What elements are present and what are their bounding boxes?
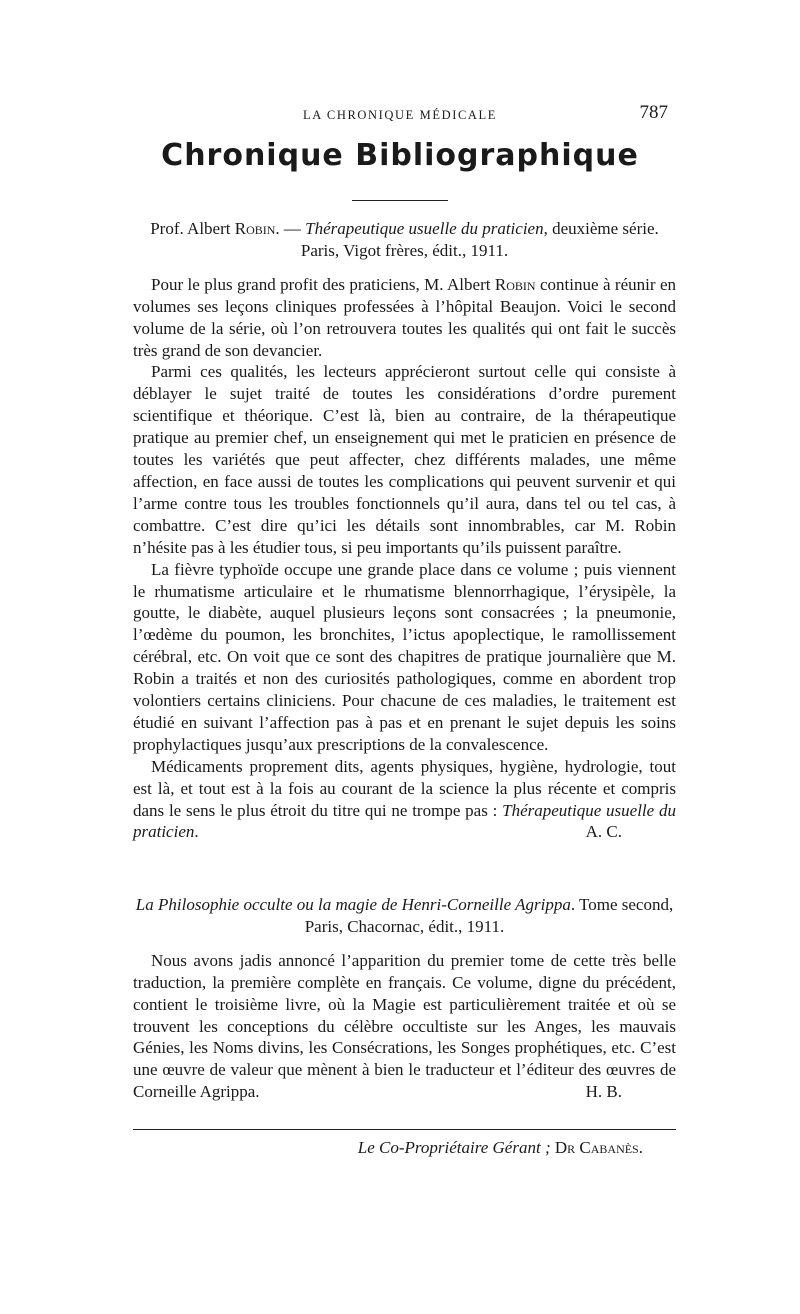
running-title: LA CHRONIQUE MÉDICALE	[302, 108, 497, 122]
review-robin	[133, 218, 676, 843]
section-title: Chronique Bibliographique	[161, 138, 639, 173]
book-details: , deuxième série. Paris, Vigot frères, édit., 1911.	[300, 219, 659, 260]
book-title: La Philosophie occulte ou la magie de Henri-Corneille Agrippa	[135, 895, 571, 914]
review-agrippa	[133, 894, 676, 1103]
review-signature: H. B.	[585, 1082, 622, 1102]
review-paragraph: Parmi ces qualités, les lecteurs apprécieront surtout celle qui consiste à déblayer le sujet traité de toutes les considérations d’ordre purement scientifique et théorique. C’est là, bien au contraire, de la thérapeutique pratique au premier chef, un enseignement qui met le praticien en présence de toutes les variétés que peut affecter, chez différents malades, une même affection, en face aussi de toutes les complications qui peuvent survenir et qui l’arme contre tous les troubles fonctionnels qu’il aura, dans tel ou tel cas, à combattre. C’est dire qu’ici les détails sont innombrables, car M. Robin n’hésite pas à les étudier tous, si peu importants qu’ils puissent paraître.	[133, 362, 676, 557]
end-rule	[133, 1129, 676, 1130]
title-rule	[352, 200, 448, 201]
review-paragraph: Pour le plus grand profit des praticiens, M. Albert Robin continue à réunir en volumes ses leçons cliniques professées à l’hôpital Beaujon. Voici le second volume de la série, où l’on retrouvera toutes les qualités qui ont fait le succès très grand de son devancier.	[133, 274, 676, 360]
heading-dash: . —	[275, 219, 306, 238]
manager-name: Cabanès	[579, 1138, 639, 1157]
manager-line: Le Co-Propriétaire Gérant ; Dr Cabanès.	[357, 1138, 643, 1157]
book-details: . Tome second, Paris, Chacornac, édit., 1911.	[304, 895, 674, 936]
review-agrippa-heading	[133, 894, 676, 938]
review-robin-heading	[133, 218, 676, 262]
book-title: Thérapeutique usuelle du praticien	[305, 219, 544, 238]
review-paragraph: Médicaments proprement dits, agents physiques, hygiène, hydrologie, tout est là, et tout est à la fois au courant de la science la plus récente et compris dans le sens le plus étroit du titre qui ne trompe pas : Thérapeutique usuelle du praticien. A. C.	[133, 756, 676, 842]
author-prefix: Prof. Albert	[150, 219, 235, 238]
running-head	[0, 102, 800, 128]
page-number: 787	[639, 102, 668, 123]
review-signature: A. C.	[585, 822, 622, 842]
review-paragraph: La fièvre typhoïde occupe une grande place dans ce volume ; puis viennent le rhumatisme articulaire et le rhumatisme blennorrhagique, l’érysipèle, la goutte, le diabète, auquel plusieurs leçons sont consacrées ; la pneumonie, l’œdème du poumon, les bronchites, l’ictus apoplectique, le ramollissement cérébral, etc. On voit que ce sont des chapitres de pratique journalière que M. Robin a traités et non des curiosités pathologiques, comme en abordent trop volontiers certains cliniciens. Pour chacune de ces maladies, le traitement est étudié en suivant l’affection pas à pas et en prenant le sujet depuis les soins prophylactiques jusqu’aux prescriptions de la convalescence.	[133, 559, 676, 754]
author-surname: Robin	[234, 219, 276, 238]
review-paragraph: Nous avons jadis annoncé l’apparition du premier tome de cette très belle traduction, la première complète en français. Ce volume, digne du précédent, contient le troisième livre, où la Magie est particulièrement traitée et où se trouvent les conceptions du célèbre occultiste sur les Anges, les mauvais Génies, les Noms divins, les Consécrations, les Songes prophétiques, etc. C’est une œuvre de valeur que mènent à bien le traducteur et l’éditeur des œuvres de Corneille Agrippa. H. B.	[133, 950, 676, 1102]
